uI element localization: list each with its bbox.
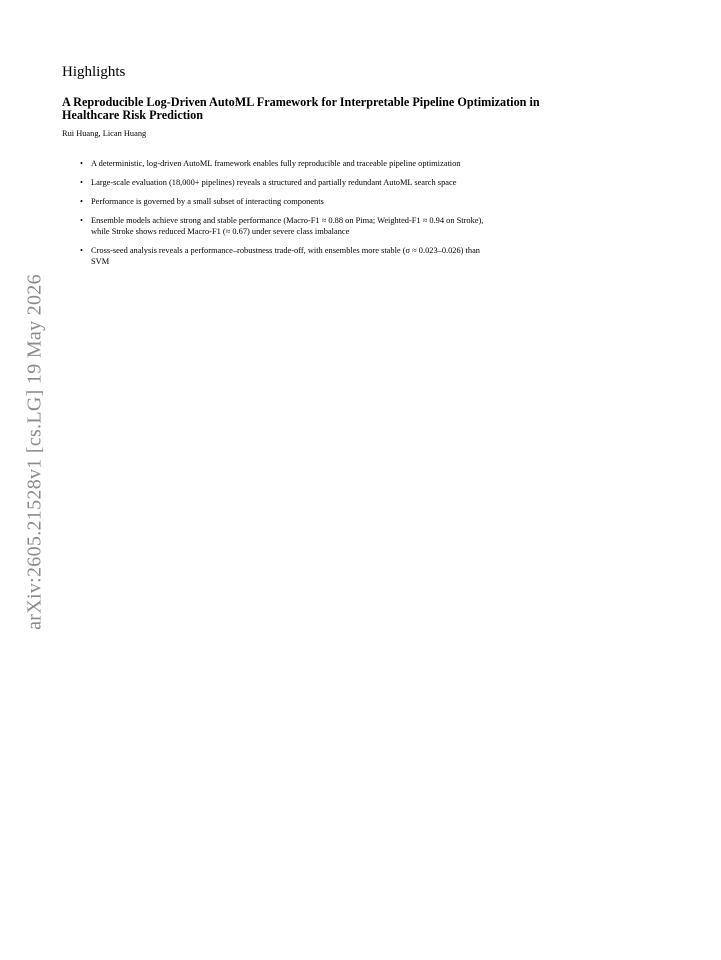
bullet-icon: • [80, 197, 83, 206]
paper-title-line: Healthcare Risk Prediction [62, 108, 204, 122]
bullet-icon: • [80, 178, 83, 187]
bullet-icon: • [80, 246, 83, 255]
paper-title-line: A Reproducible Log-Driven AutoML Framework for Interpretable Pipeline Optimization in [62, 95, 540, 109]
paper-title [62, 96, 660, 122]
paper-authors: Rui Huang, Lican Huang [62, 129, 147, 138]
bullet-icon: • [80, 216, 83, 225]
highlight-item [62, 177, 660, 188]
bullet-icon: • [80, 159, 83, 168]
highlight-text-line: Large-scale evaluation (18,000+ pipelines) reveals a structured and partially redundant AutoML search space [91, 178, 457, 187]
highlight-text-line: Cross-seed analysis reveals a performance–robustness trade-off, with ensembles more stable (σ ≈ 0.023–0.026) than [91, 246, 480, 255]
highlight-item [62, 158, 660, 169]
highlight-text-line: A deterministic, log-driven AutoML framework enables fully reproducible and traceable pipeline optimization [91, 159, 461, 168]
arxiv-identifier-stamp: arXiv:2605.21528v1 [cs.LG] 19 May 2026 [23, 274, 46, 630]
highlight-text-line: Ensemble models achieve strong and stable performance (Macro-F1 ≈ 0.88 on Pima; Weighted-F1 ≈ 0.94 on Stroke), [91, 216, 484, 225]
highlights-content [62, 62, 660, 275]
highlight-item [62, 196, 660, 207]
highlight-item [62, 245, 660, 267]
section-heading: Highlights [62, 64, 126, 80]
highlight-text-line: while Stroke shows reduced Macro-F1 (≈ 0.67) under severe class imbalance [91, 227, 350, 236]
highlight-item [62, 215, 660, 237]
highlights-list [62, 158, 660, 267]
highlight-text-line: Performance is governed by a small subset of interacting components [91, 197, 324, 206]
highlight-text-line: SVM [91, 257, 110, 266]
